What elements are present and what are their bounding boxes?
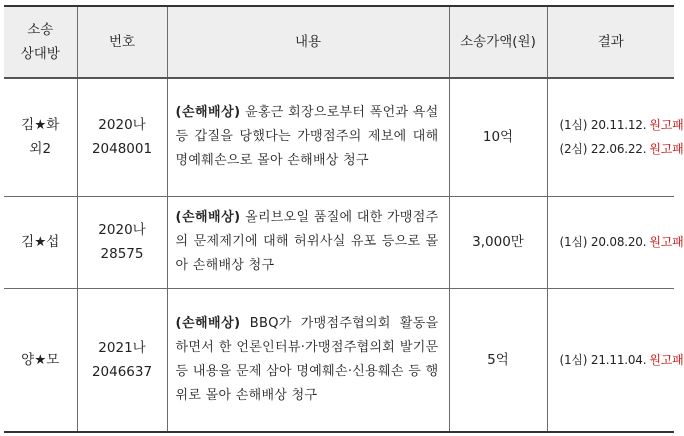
- result-line: [559, 230, 684, 254]
- case-number-prefix: 2020나: [98, 117, 146, 134]
- header-number: 번호: [77, 6, 167, 78]
- header-party-line1: 소송: [27, 22, 54, 38]
- verdict-label: 원고패: [649, 142, 684, 157]
- party-name: 김★섭: [21, 234, 60, 250]
- party-extra: 외2: [29, 141, 52, 158]
- case-number-cell: [77, 196, 167, 288]
- party-name: 김★화: [21, 117, 60, 134]
- header-content: 내용: [167, 6, 449, 78]
- case-number-digits: 2046637: [91, 363, 153, 380]
- result-cell: [547, 78, 684, 196]
- case-number-prefix: 2021나: [98, 339, 146, 356]
- content-cell: [167, 78, 449, 196]
- party-cell: [4, 288, 77, 432]
- amount-cell: 10억: [449, 78, 547, 196]
- case-number-cell: [77, 288, 167, 432]
- table-row: [4, 288, 674, 432]
- claim-type-tag: (손해배상): [175, 315, 241, 331]
- result-line: [559, 113, 684, 137]
- result-instance: (1심) 20.11.12.: [559, 118, 647, 133]
- lawsuit-table: [4, 5, 684, 433]
- party-cell: [4, 78, 77, 196]
- amount-cell: 3,000만: [449, 196, 547, 288]
- result-cell: [547, 196, 684, 288]
- header-party-line2: 상대방: [20, 46, 60, 62]
- claim-type-tag: (손해배상): [175, 210, 241, 225]
- claim-description: 윤홍근 회장으로부터 폭언과 욕설 등 갑질을 당했다는 가맹점주의 제보에 대해 명예훼손으로 몰아 손해배상 청구: [175, 105, 439, 169]
- verdict-label: 원고패: [649, 352, 684, 367]
- table-row: [4, 78, 674, 196]
- amount-cell: 5억: [449, 288, 547, 432]
- content-cell: [167, 288, 449, 432]
- case-number-digits: 28575: [100, 246, 144, 262]
- table-row: [4, 196, 674, 288]
- table-header-row: [4, 6, 674, 78]
- party-cell: [4, 196, 77, 288]
- result-instance: (2심) 22.06.22.: [559, 142, 647, 157]
- header-party: [4, 6, 77, 78]
- header-result: 결과: [547, 6, 674, 78]
- result-line: [559, 348, 684, 372]
- content-cell: [167, 196, 449, 288]
- verdict-label: 원고패: [649, 118, 684, 133]
- result-line: [559, 137, 684, 161]
- header-amount: 소송가액(원): [449, 6, 547, 78]
- result-cell: [547, 288, 684, 432]
- claim-description: 올리브오일 품질에 대한 가맹점주의 문제제기에 대해 허위사실 유포 등으로 몰아 손해배상 청구: [175, 210, 439, 273]
- claim-type-tag: (손해배상): [175, 105, 241, 121]
- claim-description: BBQ가 가맹점주협의회 활동을 하면서 한 언론인터뷰·가맹점주협의회 발기문 등 내용을 문제 삼아 명예훼손·신용훼손 등 행위로 몰아 손해배상 청구: [175, 315, 439, 403]
- case-number-prefix: 2020나: [98, 222, 146, 238]
- verdict-label: 원고패: [649, 235, 684, 249]
- case-number-digits: 2048001: [91, 141, 153, 158]
- case-number-cell: [77, 78, 167, 196]
- result-instance: (1심) 21.11.04.: [559, 352, 647, 367]
- result-instance: (1심) 20.08.20.: [559, 235, 647, 249]
- party-name: 양★모: [21, 351, 60, 368]
